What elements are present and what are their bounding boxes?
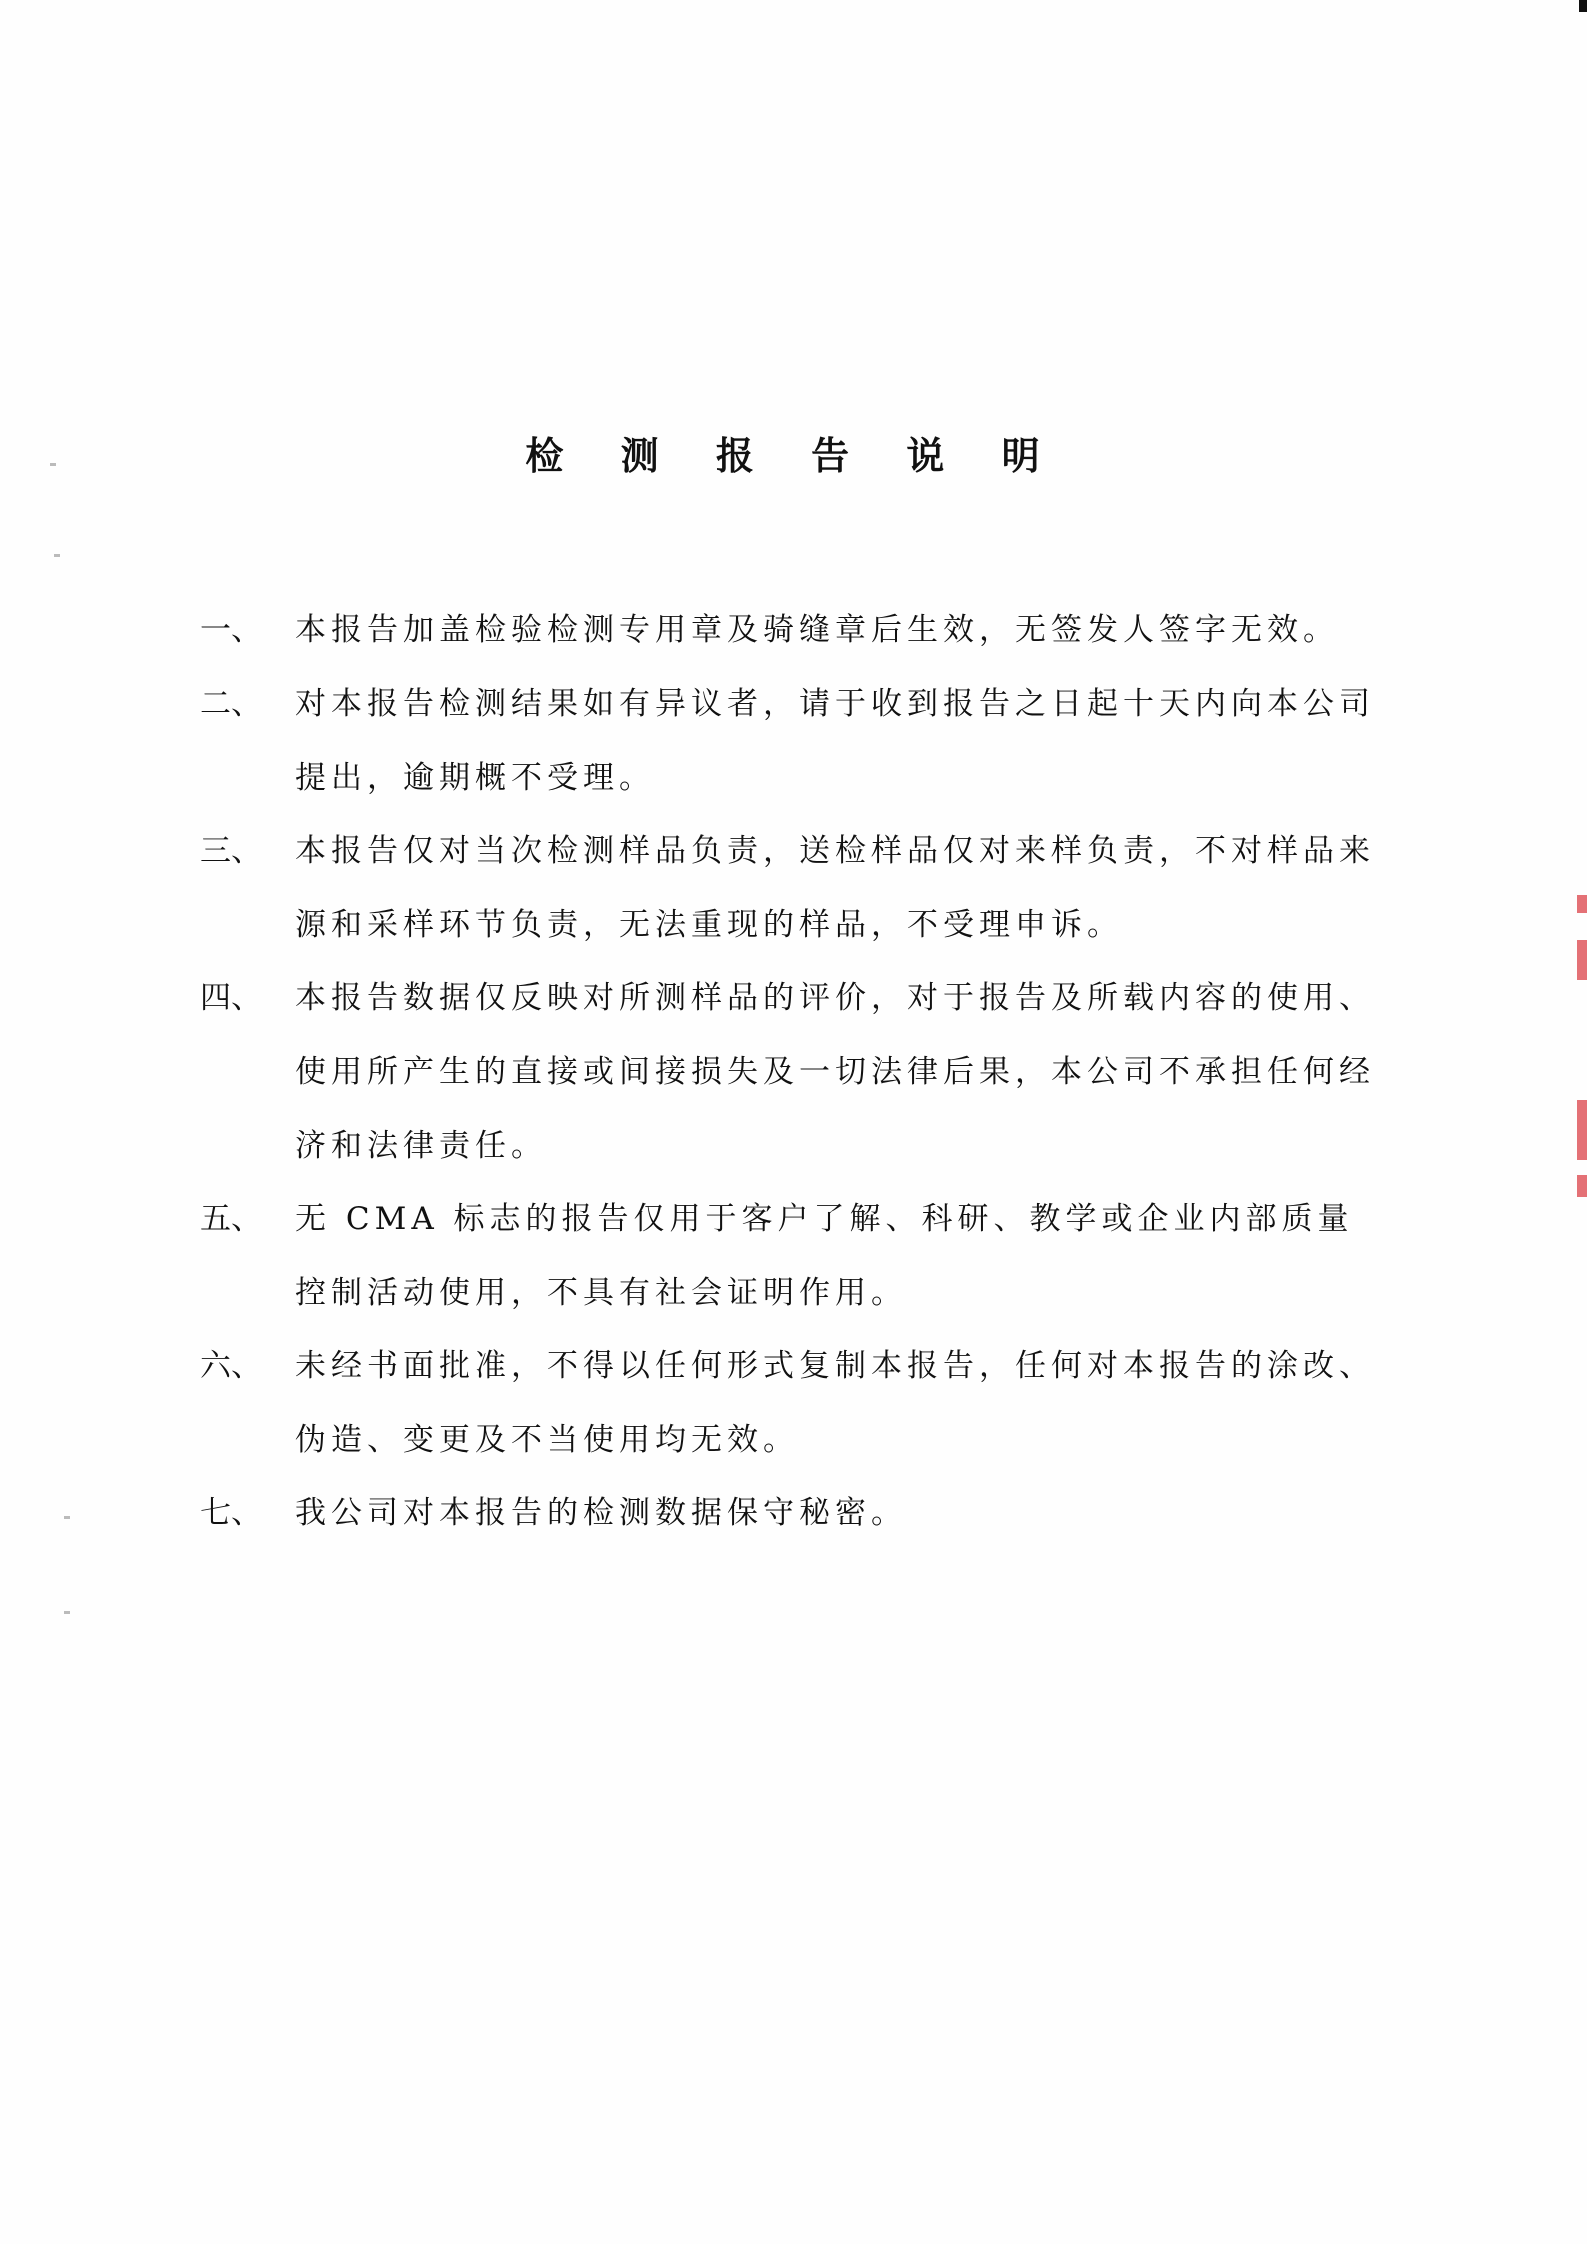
clause-number: 二、 (200, 686, 262, 722)
clause-text: 本报告仅对当次检测样品负责，送检样品仅对来样负责，不对样品来源和采样环节负责，无法重现的样品，不受理申诉。 (295, 833, 1375, 943)
document-title: 检 测 报 告 说 明 (525, 434, 1062, 478)
seam-seal-mark (1577, 940, 1587, 980)
clause-number: 五、 (200, 1201, 262, 1237)
clause-text: 本报告加盖检验检测专用章及骑缝章后生效，无签发人签字无效。 (295, 612, 1339, 648)
seam-seal-mark (1577, 895, 1587, 913)
clause-number: 三、 (200, 833, 262, 869)
clause-number: 一、 (200, 612, 262, 648)
scan-speck (64, 1516, 70, 1519)
clause-text: 本报告数据仅反映对所测样品的评价，对于报告及所载内容的使用、使用所产生的直接或间接损失及一切法律后果，本公司不承担任何经济和法律责任。 (295, 980, 1375, 1164)
clause-text: 对本报告检测结果如有异议者，请于收到报告之日起十天内向本公司提出，逾期概不受理。 (295, 686, 1375, 796)
scan-corner-mark (1579, 0, 1587, 12)
clause-text: 我公司对本报告的检测数据保守秘密。 (295, 1495, 907, 1531)
scan-speck (50, 463, 56, 466)
seam-seal-mark (1577, 1100, 1587, 1160)
scan-speck (64, 1611, 70, 1614)
clause-text: 未经书面批准，不得以任何形式复制本报告，任何对本报告的涂改、伪造、变更及不当使用均无效。 (295, 1348, 1375, 1458)
clause-number: 四、 (200, 980, 262, 1016)
seam-seal-mark (1577, 1175, 1587, 1197)
clause-text: 无 CMA 标志的报告仅用于客户了解、科研、教学或企业内部质量控制活动使用，不具有社会证明作用。 (295, 1201, 1354, 1311)
scan-speck (54, 554, 60, 557)
clause-number: 七、 (200, 1495, 262, 1531)
clause-number: 六、 (200, 1348, 262, 1384)
